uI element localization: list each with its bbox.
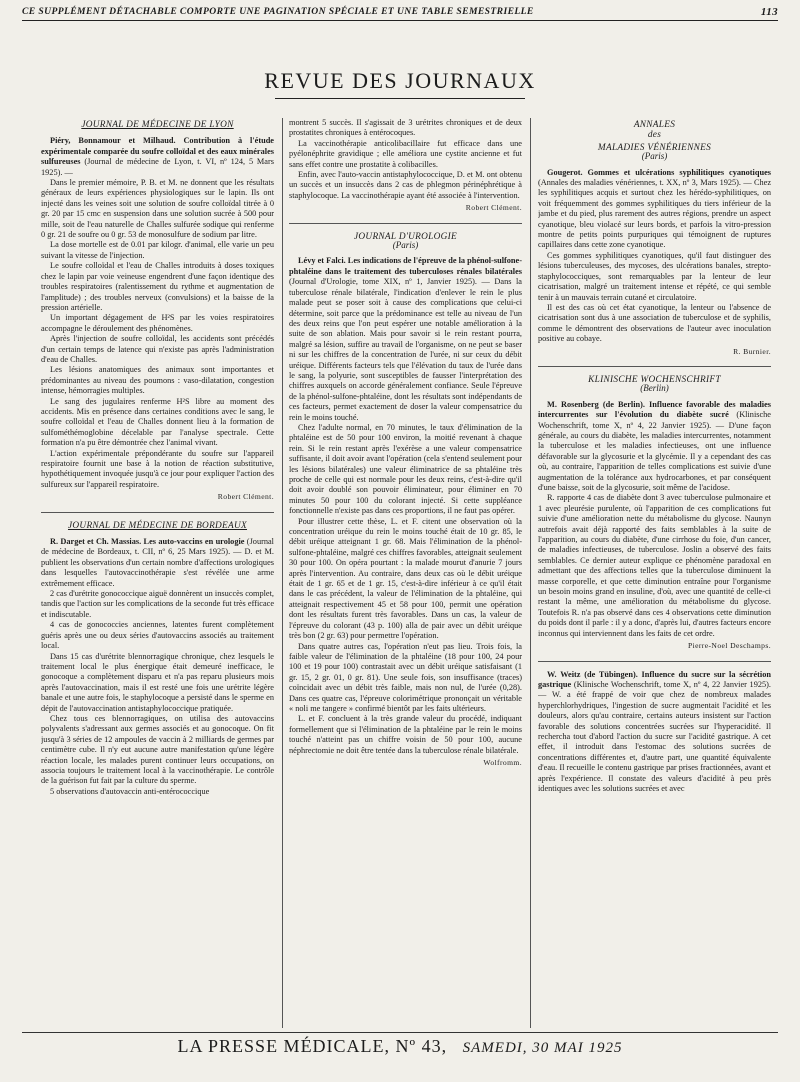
paragraph: La dose mortelle est de 0.01 par kilogr. d'animal, elle varie un peu suivant la vitesse de l'injection.	[41, 240, 274, 260]
signature: R. Burnier.	[733, 346, 771, 356]
section-title: MALADIES VÉNÉRIENNES	[597, 142, 712, 153]
masthead-underline	[275, 98, 525, 99]
section-city: (Paris)	[641, 151, 668, 162]
section-city: (Paris)	[392, 240, 419, 251]
footer-rule	[22, 1032, 778, 1033]
column-divider	[530, 118, 531, 1028]
section-title: JOURNAL DE MÉDECINE DE BORDEAUX	[67, 520, 248, 531]
section-separator	[538, 366, 771, 367]
paragraph: montrent 5 succès. Il s'agissait de 3 urétrites chroniques et de deux prostatites chroniques à entérocoques.	[289, 118, 522, 138]
section-separator	[41, 512, 274, 513]
paragraph: Pour illustrer cette thèse, L. et F. citent une observation où la concentration uréique du rein le moins touché était de 10 gr. 85, le débit uréique atteignant 1 gr. 68. Mais l'élimination de la phénol-sulfone-phtaléine, malgré ces chiffres favorables, atteignait seulement 30 pour 100. On opéra pourtant : la malade mourut d'anurie 7 jours après l'intervention. Au contraire, dans deux cas où le débit uréique était de 1 gr. 65 et de 1 gr. 15, c'est-à-dire inférieur à ce qu'il était dans le cas précédent, la valeur de l'élimination de la phtaléine, qui atteignait respectivement 45 et 58 pour 100, permit une opération dont les résultats furent très favorables. Dans un cas, la valeur de l'épreuve du colorant (43 p. 100) alla de pair avec un débit uréique très bon (2 gr. 63) pour permettre l'opération.	[289, 516, 522, 641]
section-title: KLINISCHE WOCHENSCHRIFT	[588, 374, 721, 385]
top-notice-bar	[22, 6, 778, 18]
publication-title: LA PRESSE MÉDICALE, Nº 43,	[177, 1036, 448, 1056]
paragraph: Chez l'adulte normal, en 70 minutes, le taux d'élimination de la phtaléine est de 50 pour 100 environ, la moitié revenant à chaque rein. Si le rein restant après l'exérèse a une valeur compensatrice suffisante, il doit avoir avant l'opération (cela s'entend seulement pour les lésions bilatérales) une valeur éliminatrice de sa phtaléine très proche de celle qui est normale pour les deux reins, c'est-à-dire qu'il doit avoir doublé son pouvoir éliminateur, pour éliminer en 70 minutes 50 pour 100 du colorant injecté. Si cette suppléance fonctionnelle n'existe pas dans ces proportions, il ne faut pas opérer.	[289, 422, 522, 516]
signature: Wolfromm.	[483, 757, 522, 767]
article-lead: M. Rosenberg (de Berlin). Influence favorable des maladies intercurrentes sur l'évolution du diabète sucré (Klinische Wochenschrift, tome X, nº 4, 22 Janvier 1925). — D'une façon générale, au cours du diabète, les maladies intercurrentes, notamment la tuberculose et les maladies infectieuses, ont une influence défavorable sur la glycosurie et la glycémie. Il y a cependant des cas où, au contraire, l'apparition de telles complications est suivie d'une augmentation de la tolérance aux hydrocarbones, et par conséquent d'une baisse, soit de la glycosurie, soit même de l'acidose.	[538, 399, 771, 492]
article-lead: Piéry, Bonnamour et Milhaud. Contribution à l'étude expérimentale comparée du soufre colloïdal et des eaux minérales sulfureuses (Journal de médecine de Lyon, t. VI, nº 124, 5 Mars 1925). —	[41, 136, 274, 177]
paragraph: R. rapporte 4 cas de diabète dont 3 avec tuberculose pulmonaire et 1 avec pleurésie purulente, où l'apparition de ces complications fut suivie d'une amélioration nette du métabolisme du glycose. Naunyn autrefois avait déjà rapporté des faits semblables à la suite de l'apparition, au cours du diabète, d'une cirrhose du foie, d'un cancer, de maladies infectieuses, de tuberculose. Joslin a observé des faits semblables. Ce dernier auteur explique ce phénomène paradoxal en admettant que des affections telles que la tuberculose diminuent la masse corporelle, et que cette diminution entraîne pour l'organisme un besoin moins grand en insuline, d'où, avec une quantité de celle-ci restant la même, une amélioration du métabolisme du glycose. Toutefois R. n'a pas observé dans ces 4 observations cette diminution du poids dont il parle : il y a donc, d'après lui, d'autres facteurs encore inconnus qui interviennent dans les faits de cet ordre.	[538, 493, 771, 638]
column-2	[289, 118, 522, 1028]
footer	[22, 1036, 778, 1057]
section-title: JOURNAL D'UROLOGIE	[353, 231, 458, 242]
signature: Robert Clément.	[217, 492, 274, 502]
paragraph: 4 cas de gonococcies anciennes, latentes furent complètement guéris après une ou deux séries d'autovaccins associés au traitement local.	[41, 620, 274, 651]
paragraph: Les lésions anatomiques des animaux sont importantes et prédominantes au niveau des poumons : vaso-dilatation, congestion intense, hémorragies multiples.	[41, 365, 274, 396]
masthead: REVUE DES JOURNAUX	[264, 68, 536, 93]
article-lead: Lévy et Falci. Les indications de l'épreuve de la phénol-sulfone-phtaléine dans le traitement des tuberculoses rénales bilatérales (Journal d'Urologie, tome XIX, nº 1, Janvier 1925). — Dans la tuberculose rénale bilatérale, l'indication d'enlever le rein le plus malade peut se poser soit à cause des complications que celui-ci détermine, soit parce que la prédominance est telle au niveau de l'un des deux reins que l'on peut espérer une notable amélioration à la suite de son ablation. Mais pour savoir si le rein restant pourra, malgré sa lésion, suffire au travail de l'organisme, on ne peut se baser ni sur les chiffres de la concentration de l'urée, ni sur ceux du débit uréique. Différents facteurs tels que l'élévation du taux de l'urée dans le sang, la polyurie, sont susceptibles de fausser l'interprétation des chiffres auxquels on accorde généralement confiance. Seule l'épreuve de la phénol-sulfone-phtaléine, dont les résultats sont indépendants de ces facteurs, permet exactement de doser la valeur compensatrice du rein le moins touché.	[289, 256, 522, 422]
section-title: JOURNAL DE MÉDECINE DE LYON	[81, 120, 234, 130]
page-number: 113	[760, 6, 778, 18]
section-title-connector: des	[647, 130, 662, 141]
paragraph: L'action expérimentale prépondérante du soufre sur l'appareil respiratoire fournit une base à la notion de réaction substitutive, hypothétiquement invoquée jusqu'à ce jour pour expliquer l'action des sulfureux sur l'appareil respiratoire.	[41, 448, 274, 489]
supplement-notice: CE SUPPLÉMENT DÉTACHABLE COMPORTE UNE PAGINATION SPÉCIALE ET UNE TABLE SEMESTRIELLE	[22, 6, 534, 17]
article-lead: W. Weitz (de Tübingen). Influence du sucre sur la sécrétion gastrique (Klinische Wochenschrift, tome X, nº 4, 22 Janvier 1925). — W. a été frappé de voir que chez de nombreux malades hyperchlorhydriques, l'ingestion de sucre augmentait l'acidité et les douleurs, alors qu'au contraire, certains auteurs insistent sur l'action favorable des solutions concentrées sucrées sur l'hyperacidité. Il rechercha tout d'abord l'action du sucre sur l'acidité gastrique. A cet effet, il introduit dans l'estomac des solutions sucrées de concentrations différentes et, d'autre part, une quantité équivalente d'eau. Il recueille le contenu gastrique par prises fractionnées, avant et après l'expérience. Il constate des valeurs d'acidité à peu près identiques avec les solutions sucrées et avec	[538, 669, 771, 793]
column-1	[41, 118, 274, 1028]
paragraph: Dans le premier mémoire, P. B. et M. ne donnent que les résultats généraux de leurs expériences physiologiques sur le lapin. Ils ont injecté dans les veines soit une solution de soufre colloïdal titrée à 0 gr. 20 par 15 cmc en suspension dans une solution sucrée à 500 pour mille, soit de l'eau naturelle de Challes sulfurée sodique qui renferme 0 gr. 21 de soufre ou 0 gr. 53 de monosulfure de sodium par litre.	[41, 178, 274, 240]
section-separator	[289, 223, 522, 224]
article-lead: Gougerot. Gommes et ulcérations syphilitiques cyanotiques (Annales des maladies vénériennes, t. XX, nº 3, Mars 1925). — Chez les syphilitiques acquis et surtout chez les hérédo-syphilitiques, on voit fréquemment des gommes syphilitiques du tiers inférieur de la jambe et du pied, plus rarement des autres régions, prendre un aspect cyanotique, bleu violacé sur leurs bords, et parfois la vitro-pression montre de petits points purpuriques qui témoignent de ruptures capillaires dans cette zone cyanotique.	[538, 167, 771, 250]
paragraph: La vaccinothérapie anticolibacillaire fut efficace dans une pyélonéphrite gravidique ; elle améliora une cystite ancienne et fut sans effet contre une prostatite à colibacilles.	[289, 138, 522, 169]
article-lead: R. Darget et Ch. Massias. Les auto-vaccins en urologie (Journal de médecine de Bordeaux, t. CII, nº 6, 25 Mars 1925). — D. et M. publient les observations d'un certain nombre d'affections urologiques dans lesquelles l'autovaccinothérapie s'est révélée une arme extrêmement efficace.	[41, 537, 274, 588]
section-title: ANNALES	[633, 120, 676, 130]
paragraph: Chez tous ces blennorragiques, on utilisa des autovaccins polyvalents s'adressant aux germes associés et au gonocoque. On fit jusqu'à 3 séries de 12 ampoules de vaccin à 2 milliards de germes par centimètre cube. Il n'y eut aucune autre manifestation qu'une légère réaction locale, les malades purent continuer leurs occupations, on associa toujours le traitement local à la vaccinothérapie. Le contrôle de la guérison fut fait par la culture du sperme.	[41, 713, 274, 786]
column-3	[538, 118, 771, 1028]
paragraph: L. et F. concluent à la très grande valeur du procédé, indiquant formellement que si l'élimination de la phtaléine par le rein le moins touché n'atteint pas un chiffre voisin de 50 pour 100, aucune néphrectomie ne doit être tentée dans la tuberculose rénale bilatérale.	[289, 714, 522, 755]
paragraph: Un important dégagement de H²S par les voies respiratoires accompagne le déroulement des phénomènes.	[41, 313, 274, 333]
paragraph: Dans 15 cas d'urétrite blennorragique chronique, chez lesquels le traitement local le plus énergique était demeuré inefficace, le gonocoque a complètement disparu et n'a pas reparu plusieurs mois après l'autovaccination, mais il est resté une fois une urétrite légère banale et une autre fois, le staphylocoque a persisté dans le sperme en dépit de l'autovaccination antistaphylococcique pratiquée.	[41, 651, 274, 713]
section-city: (Berlin)	[640, 383, 669, 394]
column-divider	[282, 118, 283, 1028]
section-separator	[538, 661, 771, 662]
signature: Robert Clément.	[465, 203, 522, 213]
signature: Pierre-Noel Deschamps.	[687, 641, 771, 651]
paragraph: Le soufre colloïdal et l'eau de Challes introduits à doses toxiques chez le lapin par voie veineuse engendrent d'une façon identique des troubles respiratoires (ralentissement du rythme et augmentation de l'amplitude) ; des troubles nerveux (convulsions) et la baisse de la pression artérielle.	[41, 261, 274, 312]
paragraph: 2 cas d'urétrite gonococcique aiguë donnèrent un insuccès complet, tandis que l'action sur les complications de la seconde fut très efficace et indiscutable.	[41, 589, 274, 619]
paragraph: 5 observations d'autovaccin anti-entérococcique	[50, 786, 210, 796]
paragraph: Dans quatre autres cas, l'opération n'eut pas lieu. Trois fois, la faible valeur de l'élimination de la phtaléine (18 pour 100, 24 pour 100 et 19 pour 100) contrastait avec un débit uréique satisfaisant (1 gr. 15, 2 gr. 01, 0 gr. 81). Une seule fois, son insuffisance (traces) coïncidait avec un débit très faible, mais non nul, de l'urée (0,28). Dans ces quatre cas, l'épreuve colorimétrique prononçait un véritable « noli me tangere » confirmé bientôt par les faits ultérieurs.	[289, 641, 522, 713]
publication-date: SAMEDI, 30 MAI 1925	[462, 1040, 623, 1056]
paragraph: Il est des cas où cet état cyanotique, la lenteur ou l'absence de cicatrisation sont dus à une association de tuberculose et de syphilis, comme le démontrent des observations de l'auteur avec inoculation positive au cobaye.	[538, 302, 771, 344]
paragraph: Le sang des jugulaires renferme H²S libre au moment des accidents. Mis en présence dans certaines conditions avec le sang, le soufre colloïdal et l'eau de Challes donnent lieu à la formation de sulfométhémoglobine décelable par l'analyse spectrale. Cette formation n'a pu être démontrée chez l'animal vivant.	[41, 396, 274, 448]
paragraph: Enfin, avec l'auto-vaccin antistaphylococcique, D. et M. ont obtenu un succès et un insuccès dans 2 cas de phlegmon périnéphrétique à staphylocoque. La vaccinothérapie ayant été associée à l'intervention.	[289, 170, 522, 200]
top-rule	[22, 20, 778, 21]
paragraph: Après l'injection de soufre colloïdal, les accidents sont précédés d'un certain temps de latence qui n'existe pas après l'administration d'eau de Challes.	[41, 334, 274, 364]
paragraph: Ces gommes syphilitiques cyanotiques, qu'il faut distinguer des lésions tuberculeuses, des mycoses, des ulcérations banales, strepto-staphylococciques, sont remarquables par la lenteur de leur cicatrisation, malgré un traitement intense et répété, ce qui semble tenir à un mauvais terrain cutané et circulatoire.	[538, 250, 771, 302]
